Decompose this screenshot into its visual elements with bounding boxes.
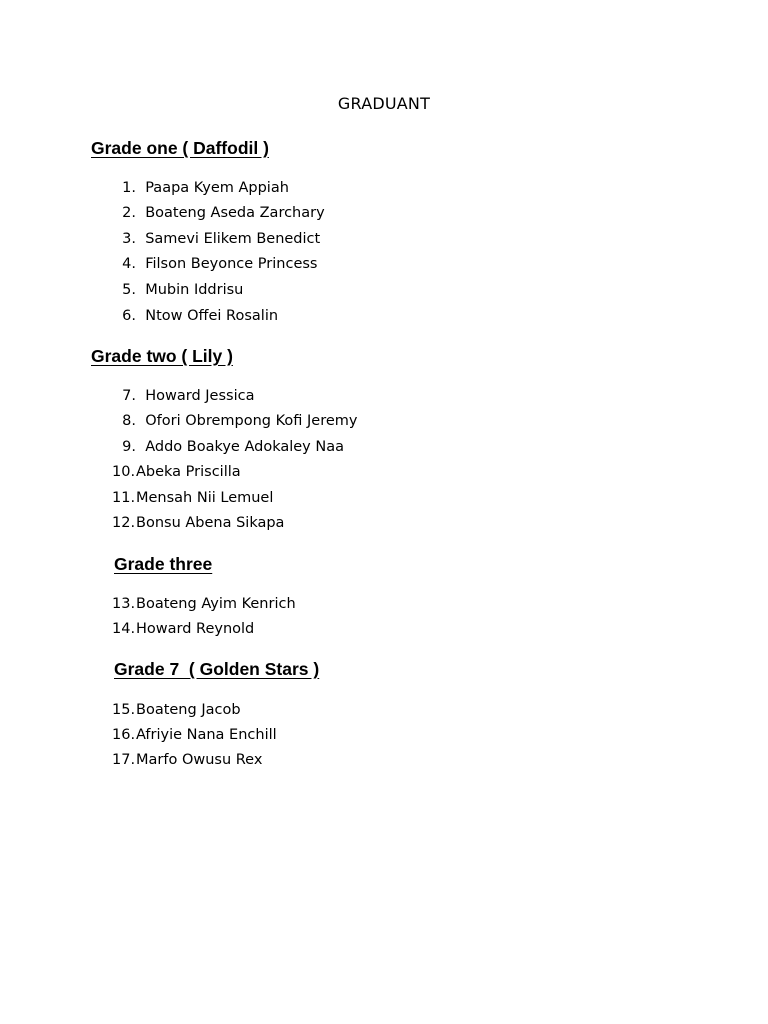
list-item-number: 15. bbox=[112, 702, 136, 718]
list-item-number: 17. bbox=[112, 752, 136, 768]
list-item-number: 8. bbox=[122, 413, 136, 429]
section-heading-grade-7: Grade 7 ( Golden Stars ) bbox=[114, 659, 320, 679]
list-item-name: Paapa Kyem Appiah bbox=[145, 180, 289, 196]
list-item-number: 10. bbox=[112, 464, 136, 480]
list-item-number: 2. bbox=[122, 205, 136, 221]
section-heading-grade-two: Grade two ( Lily ) bbox=[91, 346, 233, 366]
list-item-name: Marfo Owusu Rex bbox=[136, 752, 263, 768]
list-item-name: Addo Boakye Adokaley Naa bbox=[145, 439, 344, 455]
list-item-name: Howard Reynold bbox=[136, 621, 255, 637]
list-item bbox=[112, 487, 273, 509]
list-item-name: Boateng Jacob bbox=[136, 702, 241, 718]
list-item-number: 12. bbox=[112, 515, 136, 531]
list-item bbox=[112, 512, 284, 534]
list-item bbox=[112, 385, 254, 407]
list-item bbox=[112, 305, 278, 327]
list-item bbox=[112, 253, 317, 275]
section-heading-grade-one: Grade one ( Daffodil ) bbox=[91, 138, 269, 158]
list-item-name: Ofori Obrempong Kofi Jeremy bbox=[145, 413, 358, 429]
list-item-number: 14. bbox=[112, 621, 136, 637]
list-item-name: Bonsu Abena Sikapa bbox=[136, 515, 285, 531]
list-item-name: Abeka Priscilla bbox=[136, 464, 241, 480]
list-item bbox=[112, 177, 289, 199]
list-item-number: 13. bbox=[112, 596, 136, 612]
list-item-name: Mubin Iddrisu bbox=[145, 282, 244, 298]
list-item-name: Ntow Offei Rosalin bbox=[145, 308, 279, 324]
list-item bbox=[112, 699, 241, 721]
list-item-number: 9. bbox=[122, 439, 136, 455]
document-title: GRADUANT bbox=[337, 94, 431, 113]
list-item-name: Howard Jessica bbox=[145, 388, 255, 404]
list-item bbox=[112, 228, 320, 250]
list-item bbox=[112, 436, 344, 458]
list-item-name: Boateng Ayim Kenrich bbox=[136, 596, 296, 612]
list-item bbox=[112, 618, 254, 640]
list-item-name: Samevi Elikem Benedict bbox=[145, 231, 321, 247]
list-item-name: Filson Beyonce Princess bbox=[145, 256, 318, 272]
list-item-number: 6. bbox=[122, 308, 136, 324]
list-item bbox=[112, 202, 325, 224]
list-item-number: 3. bbox=[122, 231, 136, 247]
list-item-number: 1. bbox=[122, 180, 136, 196]
list-item bbox=[112, 593, 296, 615]
list-item-number: 16. bbox=[112, 727, 136, 743]
list-item bbox=[112, 749, 262, 771]
section-heading-grade-three: Grade three bbox=[114, 554, 213, 574]
list-item-number: 5. bbox=[122, 282, 136, 298]
list-item bbox=[112, 279, 243, 301]
list-item-name: Afriyie Nana Enchill bbox=[136, 727, 277, 743]
list-item-number: 7. bbox=[122, 388, 136, 404]
list-item-number: 4. bbox=[122, 256, 136, 272]
list-item bbox=[112, 461, 241, 483]
list-item-number: 11. bbox=[112, 490, 136, 506]
list-item-name: Mensah Nii Lemuel bbox=[136, 490, 274, 506]
list-item bbox=[112, 724, 277, 746]
list-item-name: Boateng Aseda Zarchary bbox=[145, 205, 325, 221]
list-item bbox=[112, 410, 357, 432]
